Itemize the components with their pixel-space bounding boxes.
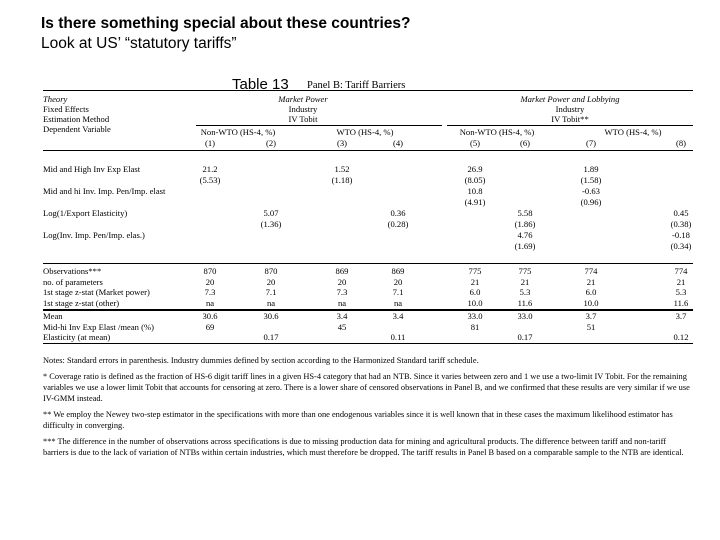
table-cell: 0.45 [673,208,689,218]
table-cell: 21 [520,276,530,287]
table-cell: 33.0 [467,311,483,321]
row-label: no. of parameters [43,276,103,287]
table-cell: 775 [468,266,482,276]
slide-title-line1: Is there something special about these countries? [41,15,411,32]
table-cell: 3.4 [336,311,348,321]
table-label: Table 13 [232,76,289,93]
note-standard-errors: Notes: Standard errors in parenthesis. Industry dummies defined by section according to the Harmonized Standard tariff schedule. [43,356,479,365]
table-cell: 0.17 [263,332,279,342]
table-cell: 26.9 [467,164,483,174]
table-cell: 5.58 [517,208,533,218]
row-label: Log(1/Export Elasticity) [43,208,128,218]
table-cell: 7.1 [265,287,277,297]
column-number: (6) [519,138,531,148]
table-cell: 774 [584,266,598,276]
header-label-fixed-effects: Fixed Effects [43,104,89,114]
stats-top-rule [43,263,693,264]
table-cell: 21 [470,276,480,287]
column-number: (2) [265,138,277,148]
table-cell: (4.91) [464,197,486,207]
dep-var-1: Non-WTO (HS-4, %) [200,127,276,137]
slide-title [41,14,411,54]
table-cell: (5.53) [199,175,221,185]
table-cell: 11.6 [673,297,689,308]
table-cell: 21 [676,276,686,287]
table-cell: na [205,297,215,308]
left-block-theory: Market Power [278,94,328,104]
table-cell: 51 [586,321,596,332]
table-cell: 10.0 [467,297,483,308]
note-coverage-ratio: * Coverage ratio is defined as the fraction of HS-6 digit tariff lines in a given HS-4 category that had an NTB. Since it varies between zero and 1 we use a two-limit IV Tobit. For the remaining variables we use a lower limit Tobit that accounts for censoring at zero. There is a lower share of censored observations in Panel B, and we confirmed that these results are very similar if we use IV-GMM instead. [43,372,690,403]
header-label-estimation: Estimation Method [43,114,110,124]
column-number: (1) [204,138,216,148]
table-cell: 30.6 [202,311,218,321]
table-cell: 870 [264,266,278,276]
table-cell: 10.0 [583,297,599,308]
column-number: (7) [585,138,597,148]
table-cell: 0.12 [673,332,689,342]
table-top-rule [43,90,693,91]
table-cell: (0.38) [670,219,692,229]
table-cell: 33.0 [517,311,533,321]
table-cell: (0.28) [387,219,409,229]
table-cell: 6.0 [469,287,481,297]
table-cell: (0.34) [670,241,692,251]
header-label-theory: Theory [43,94,68,104]
right-block-theory: Market Power and Lobbying [520,94,620,104]
table-cell: 20 [266,276,276,287]
table-cell: 20 [205,276,215,287]
table-cell: 1.52 [334,164,350,174]
row-label: Log(Inv. Imp. Pen/Imp. elas.) [43,230,145,240]
table-cell: 870 [203,266,217,276]
table-cell: (0.96) [580,197,602,207]
right-block-fe: Industry [555,104,585,114]
table-cell: 3.7 [585,311,597,321]
row-label: 1st stage z-stat (other) [43,297,120,308]
column-number: (4) [392,138,404,148]
table-cell: 7.3 [336,287,348,297]
row-label: 1st stage z-stat (Market power) [43,287,150,297]
table-cell: (1.58) [580,175,602,185]
table-cell: 7.3 [204,287,216,297]
table-cell: 5.3 [675,287,687,297]
table-cell: 69 [205,321,215,332]
row-label: Mid-hi Inv Exp Elast /mean (%) [43,321,154,332]
table-cell: 4.76 [517,230,533,240]
left-block-rule [196,125,442,126]
slide-title-line2: Look at US’ “statutory tariffs” [41,35,237,52]
table-cell: (1.18) [331,175,353,185]
note-observations: *** The difference in the number of observations across specifications is due to missing production data for mining and agricultural products. The difference between tariff and non-tariff barriers is due to the lack of variation of NTBs within certain industries, which must therefore be dropped. The tariff results in Panel B based on a comparable sample to the NTB are identical. [43,437,684,457]
left-block-fe: Industry [288,104,318,114]
table-cell: 0.36 [390,208,406,218]
table-cell: 45 [337,321,347,332]
row-label: Elasticity (at mean) [43,332,111,342]
table-bottom-rule [43,343,693,344]
table-cell: na [266,297,276,308]
left-block-method: IV Tobit [288,114,318,124]
table-cell: 869 [335,266,349,276]
table-cell: 774 [674,266,688,276]
column-number: (5) [469,138,481,148]
header-bottom-rule [43,150,693,151]
table-cell: (8.05) [464,175,486,185]
table-cell: 10.8 [467,186,483,196]
table-cell: 30.6 [263,311,279,321]
table-cell: 3.7 [675,311,687,321]
table-cell: 0.17 [517,332,533,342]
table-cell: 20 [393,276,403,287]
row-label: Mid and High Inv Exp Elast [43,164,141,174]
table-cell: 775 [518,266,532,276]
table-cell: 3.4 [392,311,404,321]
panel-title: Panel B: Tariff Barriers [307,80,406,91]
table-cell: 5.07 [263,208,279,218]
table-cell: na [337,297,347,308]
right-block-rule [447,125,693,126]
right-block-method: IV Tobit** [551,114,589,124]
table-cell: 869 [391,266,405,276]
table-notes [43,355,693,463]
table-cell: (1.69) [514,241,536,251]
dep-var-4: WTO (HS-4, %) [604,127,662,137]
table-cell: 6.0 [585,287,597,297]
note-newey-estimator: ** We employ the Newey two-step estimator in the specifications with more than one endogenous variables since it is well known that in these cases the maximum likelihood estimator has difficulty in converging. [43,410,673,430]
row-label: Mid and hi Inv. Imp. Pen/Imp. elast [43,186,166,196]
table-cell: -0.18 [672,230,690,240]
row-label: Mean [43,311,63,321]
table-cell: 81 [470,321,480,332]
table-cell: (1.86) [514,219,536,229]
table-cell: 11.6 [517,297,533,308]
table-cell: 7.1 [392,287,404,297]
table-cell: 21 [586,276,596,287]
table-cell: -0.63 [582,186,600,196]
table-cell: 0.11 [390,332,406,342]
table-cell: na [393,297,403,308]
column-number: (3) [336,138,348,148]
header-label-dependent: Dependent Variable [43,124,111,134]
row-label: Observations*** [43,266,102,276]
column-number: (8) [675,138,687,148]
table-cell: 20 [337,276,347,287]
table-cell: 5.3 [519,287,531,297]
table-cell: 21.2 [202,164,218,174]
dep-var-3: Non-WTO (HS-4, %) [459,127,535,137]
table-cell: (1.36) [260,219,282,229]
mean-top-rule [43,309,693,311]
table-cell: 1.89 [583,164,599,174]
dep-var-2: WTO (HS-4, %) [336,127,394,137]
